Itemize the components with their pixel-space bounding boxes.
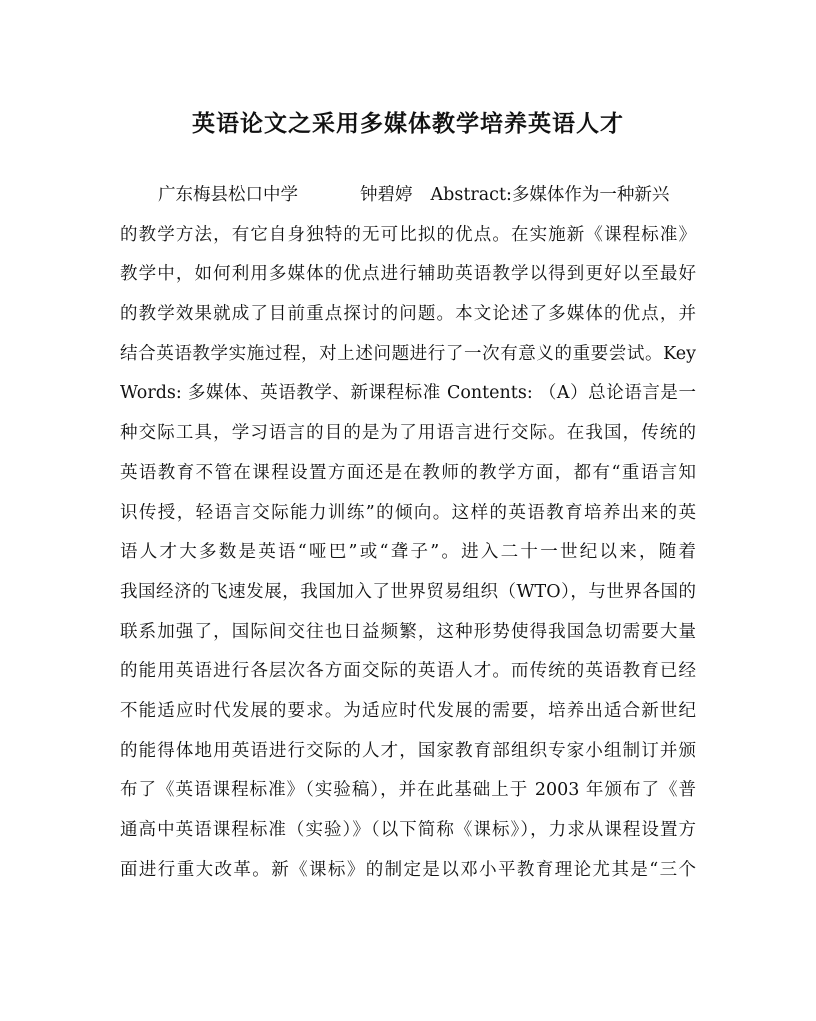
text-line: 英语教育不管在课程设置方面还是在教师的教学方面，都有“重语言知 (120, 462, 696, 483)
text-line: 的教学方法，有它自身独特的无可比拟的优点。在实施新《课程标准》 (120, 224, 696, 245)
abstract-start: Abstract:多媒体作为一种新兴 (430, 185, 670, 205)
text-line: 面进行重大改革。新《课标》的制定是以邓小平教育理论尤其是“三个 (120, 859, 696, 880)
text-line: Words: 多媒体、英语教学、新课程标准 Contents: （A）总论语言是一 (120, 383, 696, 404)
text-line: 结合英语教学实施过程，对上述问题进行了一次有意义的重要尝试。Key (120, 343, 696, 364)
text-line: 的能得体地用英语进行交际的人才，国家教育部组织专家小组制订并颁 (120, 740, 696, 761)
first-line (120, 176, 696, 216)
text-line: 联系加强了，国际间交往也日益频繁，这种形势使得我国急切需要大量 (120, 621, 696, 642)
text-line: 种交际工具，学习语言的目的是为了用语言进行交际。在我国，传统的 (120, 423, 696, 444)
text-line: 布了《英语课程标准》（实验稿），并在此基础上于 2003 年颁布了《普 (120, 780, 696, 801)
text-line: 语人才大多数是英语“哑巴”或“聋子”。进入二十一世纪以来，随着 (120, 542, 696, 563)
page-title: 英语论文之采用多媒体教学培养英语人才 (192, 110, 624, 137)
text-line: 识传授，轻语言交际能力训练”的倾向。这样的英语教育培养出来的英 (120, 502, 696, 523)
school-name: 广东梅县松口中学 (158, 185, 298, 205)
text-line: 的能用英语进行各层次各方面交际的英语人才。而传统的英语教育已经 (120, 661, 696, 682)
text-line: 不能适应时代发展的要求。为适应时代发展的需要，培养出适合新世纪 (120, 700, 696, 721)
text-line: 我国经济的飞速发展，我国加入了世界贸易组织（WTO），与世界各国的 (120, 581, 696, 602)
author-name: 钟碧婷 (360, 185, 413, 205)
body-text (120, 176, 696, 890)
text-line: 通高中英语课程标准（实验）》（以下简称《课标》），力求从课程设置方 (120, 820, 696, 840)
text-line: 的教学效果就成了目前重点探讨的问题。本文论述了多媒体的优点，并 (120, 304, 696, 325)
text-line: 教学中，如何利用多媒体的优点进行辅助英语教学以得到更好以至最好 (120, 264, 696, 285)
